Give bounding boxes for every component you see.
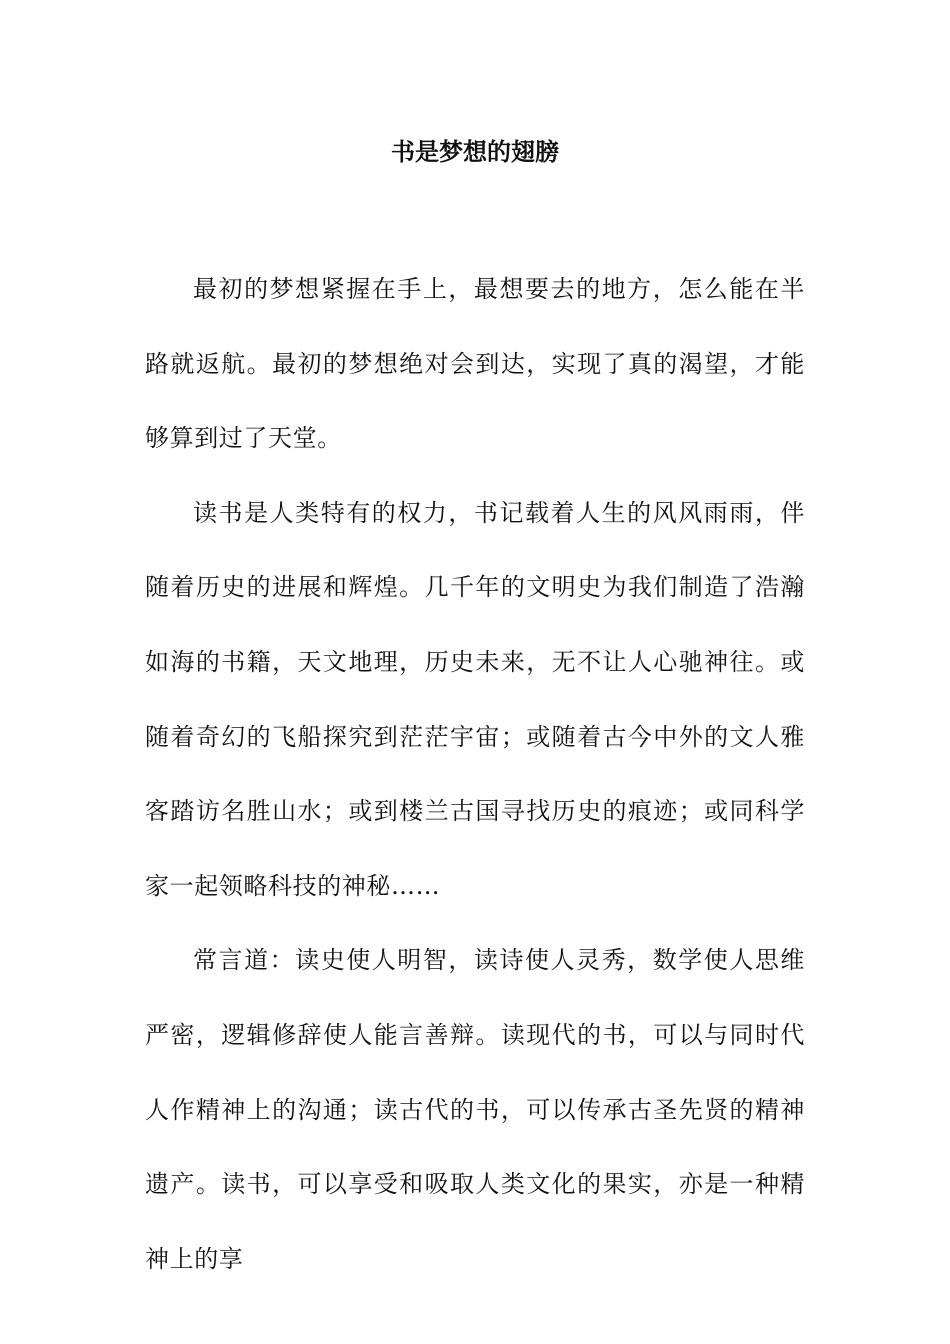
paragraph-1: 最初的梦想紧握在手上，最想要去的地方，怎么能在半路就返航。最初的梦想绝对会到达，实现了真的渴望，才能够算到过了天堂。 xyxy=(145,275,805,453)
paragraph-2: 读书是人类特有的权力，书记载着人生的风风雨雨，伴随着历史的进展和辉煌。几千年的文明史为我们制造了浩瀚如海的书籍，天文地理，历史未来，无不让人心驰神往。或随着奇幻的飞船探究到茫茫宇宙；或随着古今中外的文人雅客踏访名胜山水；或到楼兰古国寻找历史的痕迹；或同科学家一起领略科技的神秘…… xyxy=(145,498,805,900)
paragraph-3: 常言道：读史使人明智，读诗使人灵秀，数学使人思维严密，逻辑修辞使人能言善辩。读现代的书，可以与同时代人作精神上的沟通；读古代的书，可以传承古圣先贤的精神遗产。读书，可以享受和吸取人类文化的果实，亦是一种精神上的享 xyxy=(145,946,805,1273)
document-body xyxy=(145,252,805,1296)
document-title: 书是梦想的翅膀 xyxy=(391,137,559,166)
